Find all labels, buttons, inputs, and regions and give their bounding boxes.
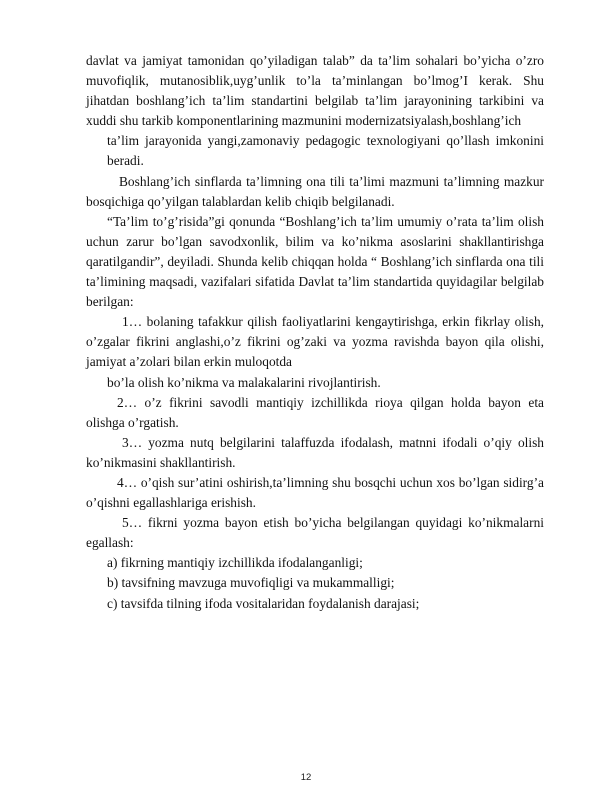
list-item-1-continuation: bo’la olish ko’nikma va malakalarini rivojlantirish. — [107, 374, 381, 390]
paragraph-1: davlat va jamiyat tamonidan qo’yiladigan talab” da ta’lim sohalari bo’yicha o’zro muvofiqlik, mutanosiblik,uyg’unlik to’la ta’minlangan bo’lmog’I kerak. Shu jihatdan boshlang’ich ta’lim standartini belgilab ta’lim jarayonining tarkibini va xuddi shu tarkib komponentlarining mazmunini modernizatsiyalash,boshlang’ich — [86, 53, 544, 129]
list-item-4: 4… o’qish sur’atini oshirish,ta’limning shu bosqchi uchun xos bo’lgan sidirg’a o’qishni egallashlariga erishish. — [86, 474, 544, 511]
paragraph-2: ta’lim jarayonida yangi,zamonaviy pedagogic texnologiyani qo’llash imkonini beradi. — [107, 133, 544, 169]
paragraph-4: “Ta’lim to’g’risida”gi qonunda “Boshlang’ich ta’lim umumiy o’rata ta’lim olish uchun zarur bo’lgan savodxonlik, bilim va ko’nikma asoslarini shakllantirishga qaratilgandir”, deyiladi. Shunda kelib chiqqan holda “ Boshlang’ich sinflarda ona tili ta’limining maqsadi, vazifalari sifatida Davlat ta’lim standartida quyidagilar belgilab berilgan: — [86, 213, 544, 310]
sub-item-a: a) fikrning mantiqiy izchillikda ifodalanganligi; — [107, 555, 363, 571]
list-item-5: 5… fikrni yozma bayon etish bo’yicha belgilangan quyidagi ko’nikmalarni egallash: — [86, 515, 544, 551]
page-number: 12 — [300, 772, 312, 783]
list-item-1: 1… bolaning tafakkur qilish faoliyatlarini kengaytirishga, erkin fikrlay olish, o’zgalar fikrini anglashi,o’z fikrini og’zaki va yozma ravishda bayon qila olishi, jamiyat a’zolari bilan erkin muloqotda — [86, 314, 544, 370]
page-body — [86, 51, 544, 614]
paragraph-3: Boshlang’ich sinflarda ta’limning ona tili ta’limi mazmuni ta’limning mazkur bosqichiga qo’yilgan talablardan kelib chiqib belgilanadi. — [86, 173, 544, 209]
sub-item-c: c) tavsifda tilning ifoda vositalaridan foydalanish darajasi; — [107, 595, 420, 611]
list-item-3: 3… yozma nutq belgilarini talaffuzda ifodalash, matnni ifodali o’qiy olish ko’nikmasini shakllantirish. — [86, 434, 544, 470]
list-item-2: 2… o’z fikrini savodli mantiqiy izchillikda rioya qilgan holda bayon eta olishga o’rgatish. — [86, 394, 544, 430]
sub-item-b: b) tavsifning mavzuga muvofiqligi va mukammalligi; — [107, 575, 395, 591]
